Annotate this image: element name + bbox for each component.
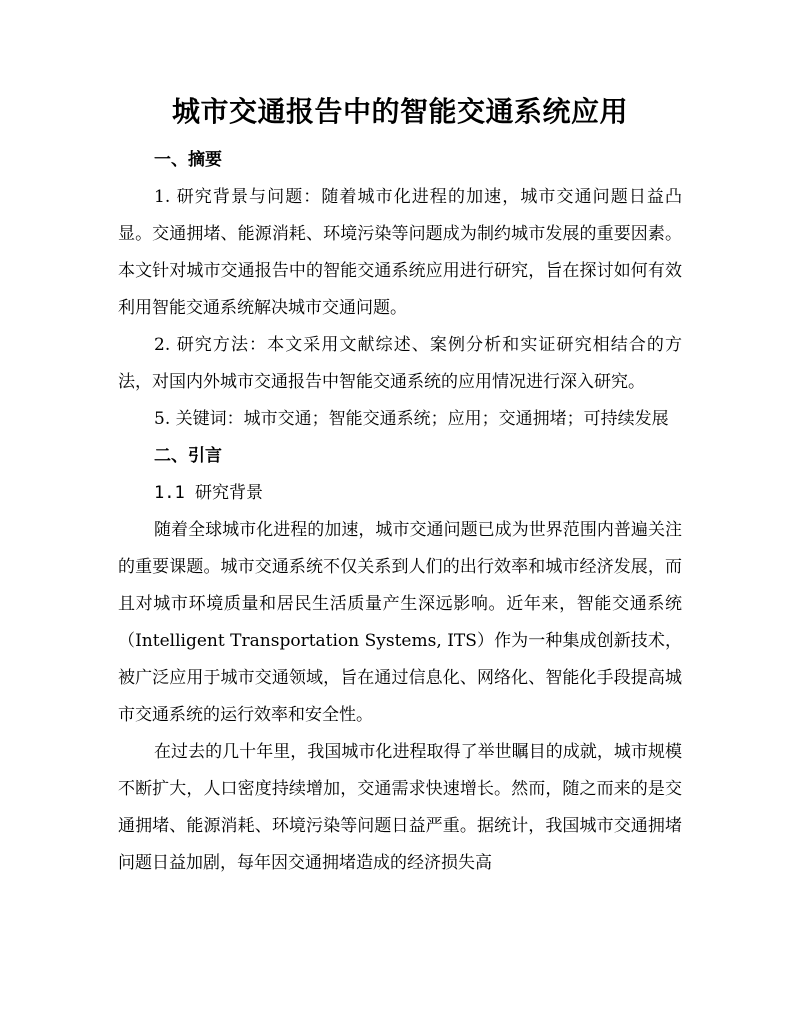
abstract-paragraph-1: 1. 研究背景与问题：随着城市化进程的加速，城市交通问题日益凸显。交通拥堵、能源消耗、环境污染等问题成为制约城市发展的重要因素。本文针对城市交通报告中的智能交通系统应用进行研究，旨在探讨如何有效利用智能交通系统解决城市交通问题。: [118, 187, 682, 318]
document-title: 城市交通报告中的智能交通系统应用: [171, 95, 628, 128]
abstract-keywords: 5. 关键词：城市交通；智能交通系统；应用；交通拥堵；可持续发展: [154, 409, 669, 429]
introduction-paragraph-1: 随着全球城市化进程的加速，城市交通问题已成为世界范围内普遍关注的重要课题。城市交通系统不仅关系到人们的出行效率和城市经济发展，而且对城市环境质量和居民生活质量产生深远影响。近年来，智能交通系统（Intelligent Transportation Systems, ITS）作为一种集成创新技术，被广泛应用于城市交通领域，旨在通过信息化、网络化、智能化手段提高城市交通系统的运行效率和安全性。: [118, 520, 682, 725]
research-background-subheading: 1.1 研究背景: [154, 483, 263, 503]
abstract-paragraph-2: 2. 研究方法：本文采用文献综述、案例分析和实证研究相结合的方法，对国内外城市交通报告中智能交通系统的应用情况进行深入研究。: [118, 335, 682, 392]
introduction-paragraph-2: 在过去的几十年里，我国城市化进程取得了举世瞩目的成就，城市规模不断扩大，人口密度持续增加，交通需求快速增长。然而，随之而来的是交通拥堵、能源消耗、环境污染等问题日益严重。据统计，我国城市交通拥堵问题日益加剧，每年因交通拥堵造成的经济损失高: [118, 742, 682, 873]
abstract-heading: 一、摘要: [154, 150, 222, 170]
introduction-heading: 二、引言: [154, 446, 222, 466]
document-body: [118, 142, 682, 882]
